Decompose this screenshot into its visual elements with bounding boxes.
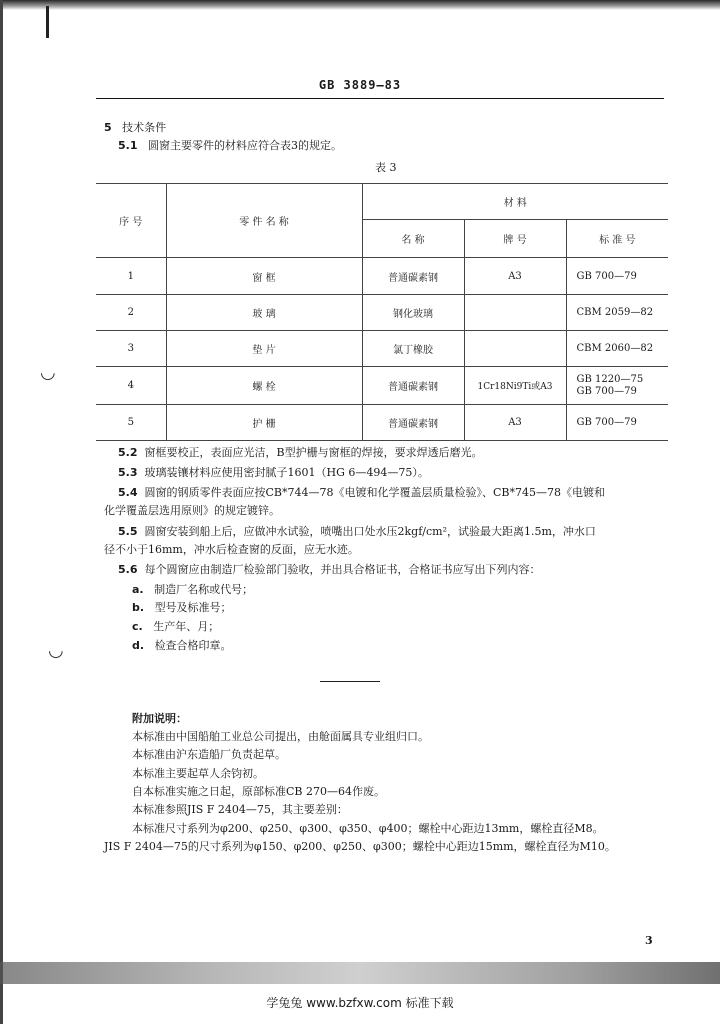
clause-5-4-continued: 化学覆盖层选用原则》的规定镀锌。 — [104, 504, 280, 517]
clause-number: 5.3 — [118, 466, 138, 479]
clause-number: 5.6 — [118, 563, 138, 576]
scan-edge-left — [0, 0, 3, 1024]
cell-seq: 1 — [96, 258, 166, 295]
scan-edge-top — [0, 0, 720, 10]
clause-5-5 — [118, 524, 596, 540]
cell-standard-line: GB 700—79 — [576, 385, 637, 397]
notes-line: 本标准主要起草人余钧初。 — [132, 767, 264, 780]
clause-text: 每个圆窗应由制造厂检验部门验收，并出具合格证书，合格证书应写出下列内容： — [144, 563, 541, 576]
notes-line: 本标准由中国船舶工业总公司提出，由舱面属具专业组归口。 — [132, 730, 429, 743]
clause-text: 窗框要校正，表面应光洁，B型护栅与窗框的焊接，要求焊透后磨光。 — [144, 446, 483, 459]
section-number: 5 — [104, 121, 112, 134]
notes-line: 本标准尺寸系列为φ200、φ250、φ300、φ350、φ400；螺栓中心距边13mm，螺栓直径M8。 — [132, 822, 604, 835]
cell-material: 氯丁橡胶 — [362, 331, 464, 367]
list-item — [132, 619, 219, 635]
cell-material: 普通碳素钢 — [362, 367, 464, 405]
clause-5-6 — [118, 562, 541, 578]
clause-number: 5.4 — [118, 486, 138, 499]
cell-material: 钢化玻璃 — [362, 295, 464, 331]
cell-standard — [566, 367, 668, 405]
cell-part: 螺 栓 — [166, 367, 362, 405]
cell-seq: 2 — [96, 295, 166, 331]
list-item-label: a. — [132, 583, 144, 596]
scan-edge-bottom — [0, 962, 720, 984]
scan-mark — [46, 6, 49, 38]
list-item-text: 生产年、月； — [153, 620, 220, 633]
cell-standard-line: GB 1220—75 — [576, 373, 644, 385]
section-separator — [320, 681, 380, 682]
binding-mark: ◡ — [48, 640, 64, 661]
list-item — [132, 582, 253, 598]
cell-material: 普通碳素钢 — [362, 258, 464, 295]
cell-grade: A3 — [464, 405, 566, 441]
clause-5-3 — [118, 465, 429, 481]
cell-standard: GB 700—79 — [566, 405, 668, 441]
cell-part: 护 栅 — [166, 405, 362, 441]
page-number: 3 — [645, 934, 653, 947]
cell-part: 垫 片 — [166, 331, 362, 367]
page-header-code: GB 3889—83 — [318, 78, 402, 92]
clause-text: 圆窗安装到船上后，应做冲水试验，喷嘴出口处水压2kgf/cm²，试验最大距离1.5m，冲水口 — [144, 525, 596, 538]
section-title: 技术条件 — [122, 121, 167, 134]
cell-standard: GB 700—79 — [566, 258, 668, 295]
col-header-seq: 序 号 — [96, 184, 166, 258]
clause-5-4 — [118, 485, 605, 501]
notes-line: 自本标准实施之日起，原部标准CB 270—64作废。 — [132, 785, 385, 798]
clause-5-1 — [118, 138, 342, 154]
cell-standard: CBM 2060—82 — [566, 331, 668, 367]
table-row — [96, 258, 668, 295]
clause-number: 5.2 — [118, 446, 138, 459]
clause-text: 圆窗主要零件的材料应符合表3的规定。 — [148, 139, 342, 152]
list-item — [132, 600, 232, 616]
table-row — [96, 405, 668, 441]
cell-seq: 4 — [96, 367, 166, 405]
cell-part: 窗 框 — [166, 258, 362, 295]
notes-title: 附加说明： — [132, 712, 187, 725]
cell-grade: A3 — [464, 258, 566, 295]
list-item-text: 型号及标准号； — [154, 601, 232, 614]
table-row — [96, 295, 668, 331]
col-header-standard: 标 准 号 — [566, 220, 668, 258]
list-item — [132, 638, 232, 654]
binding-mark: ◡ — [40, 362, 56, 383]
col-header-material-name: 名 称 — [362, 220, 464, 258]
header-rule — [96, 98, 664, 99]
table-row — [96, 331, 668, 367]
col-header-part-name: 零 件 名 称 — [166, 184, 362, 258]
notes-line: JIS F 2404—75的尺寸系列为φ150、φ200、φ250、φ300；螺栓中心距边15mm，螺栓直径为M10。 — [104, 840, 616, 853]
col-header-grade: 牌 号 — [464, 220, 566, 258]
notes-line: 本标准参照JIS F 2404—75，其主要差别： — [132, 803, 348, 816]
cell-standard: CBM 2059—82 — [566, 295, 668, 331]
list-item-label: b. — [132, 601, 145, 614]
section-heading — [104, 120, 166, 136]
clause-text: 圆窗的钢质零件表面应按CB*744—78《电镀和化学覆盖层质量检验》、CB*745—78《电镀和 — [144, 486, 605, 499]
table-caption: 表 3 — [375, 161, 397, 174]
list-item-text: 检查合格印章。 — [154, 639, 232, 652]
table-row — [96, 367, 668, 405]
materials-table — [96, 183, 668, 441]
clause-number: 5.5 — [118, 525, 138, 538]
cell-seq: 5 — [96, 405, 166, 441]
notes-line: 本标准由沪东造船厂负责起草。 — [132, 748, 286, 761]
cell-grade — [464, 331, 566, 367]
cell-seq: 3 — [96, 331, 166, 367]
cell-material: 普通碳素钢 — [362, 405, 464, 441]
cell-part: 玻 璃 — [166, 295, 362, 331]
col-header-material: 材 料 — [362, 184, 668, 220]
list-item-label: d. — [132, 639, 145, 652]
list-item-label: c. — [132, 620, 143, 633]
list-item-text: 制造厂名称或代号； — [154, 583, 254, 596]
cell-grade — [464, 295, 566, 331]
cell-grade: 1Cr18Ni9Ti或A3 — [464, 367, 566, 405]
clause-text: 玻璃装镶材料应使用密封腻子1601（HG 6—494—75）。 — [144, 466, 429, 479]
clause-5-5-continued: 径不小于16mm，冲水后检查窗的反面，应无水迹。 — [104, 543, 359, 556]
clause-number: 5.1 — [118, 139, 138, 152]
watermark-footer: 学兔兔 www.bzfxw.com 标准下载 — [266, 996, 454, 1010]
clause-5-2 — [118, 445, 483, 461]
